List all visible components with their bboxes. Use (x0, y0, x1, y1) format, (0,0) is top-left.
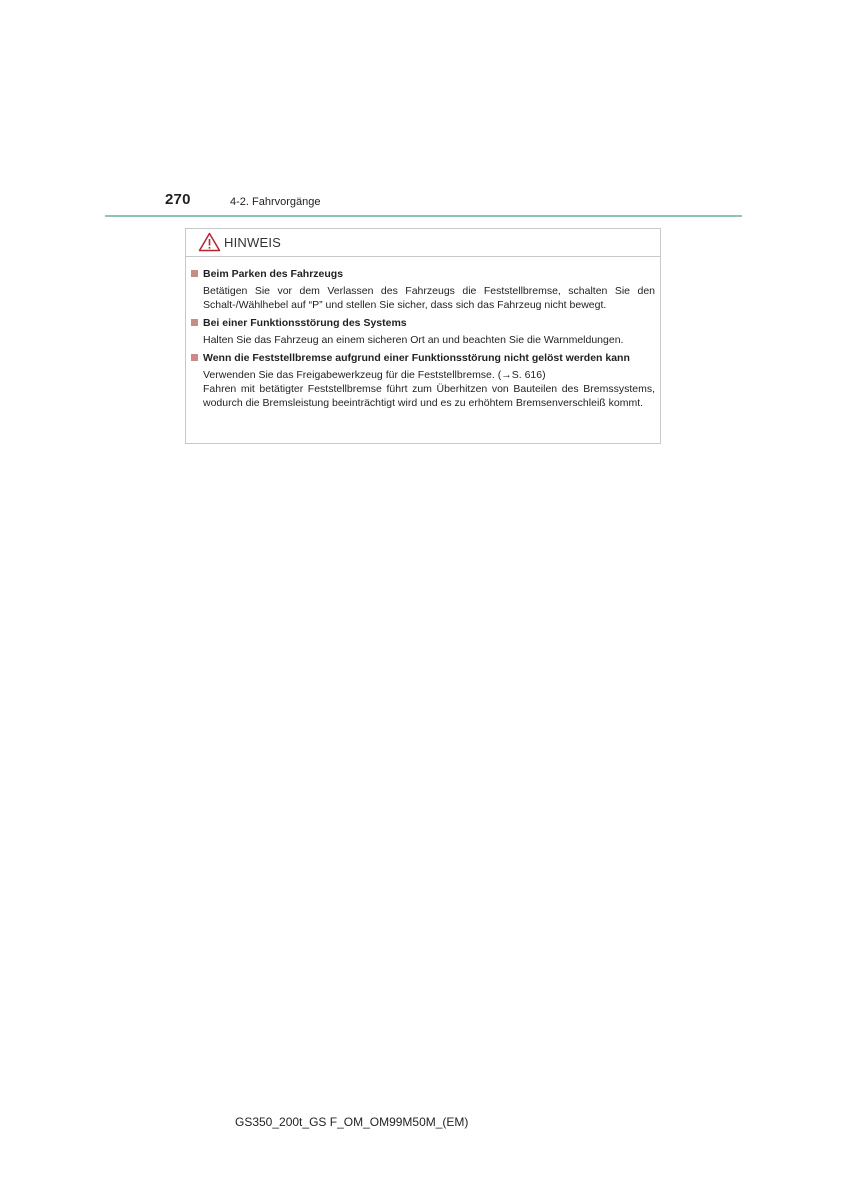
page-number: 270 (165, 191, 191, 208)
item-heading (191, 351, 655, 365)
warning-triangle-icon (198, 232, 221, 252)
notice-header (186, 229, 660, 257)
item-text: Fahren mit betätigter Feststellbremse führt zum Überhitzen von Bauteilen des Bremssystems, wodurch die Bremsleistung beeinträchtigt wird und es zu erhöhtem Bremsenverschleiß kommt. (203, 383, 655, 409)
item-heading (191, 316, 655, 330)
square-bullet-icon (191, 319, 198, 326)
item-text: Betätigen Sie vor dem Verlassen des Fahrzeugs die Feststellbremse, schalten Sie den Schalt-/Wählhebel auf “P” und stellen Sie sicher, dass sich das Fahrzeug nicht bewegt. (203, 285, 655, 311)
square-bullet-icon (191, 270, 198, 277)
item-heading (191, 267, 655, 281)
notice-item-parking (191, 267, 655, 312)
header-rule (105, 215, 742, 217)
notice-title: HINWEIS (224, 235, 282, 250)
notice-body (191, 267, 655, 414)
item-heading-text: Bei einer Funktionsstörung des Systems (203, 317, 407, 329)
notice-item-malfunction (191, 316, 655, 347)
notice-item-brake-release (191, 351, 655, 410)
item-heading-text: Beim Parken des Fahrzeugs (203, 268, 344, 280)
item-heading-text: Wenn die Feststellbremse aufgrund einer Funktionsstörung nicht gelöst werden kann (203, 352, 630, 364)
item-text: Verwenden Sie das Freigabewerkzeug für die Feststellbremse. (→S. 616) (203, 369, 546, 381)
square-bullet-icon (191, 354, 198, 361)
section-title: 4-2. Fahrvorgänge (230, 196, 321, 208)
page-header (0, 0, 848, 220)
footer-document-code: GS350_200t_GS F_OM_OM99M50M_(EM) (235, 1115, 469, 1129)
item-text: Halten Sie das Fahrzeug an einem sicheren Ort an und beachten Sie die Warnmeldungen. (203, 334, 624, 346)
notice-box (185, 228, 661, 444)
